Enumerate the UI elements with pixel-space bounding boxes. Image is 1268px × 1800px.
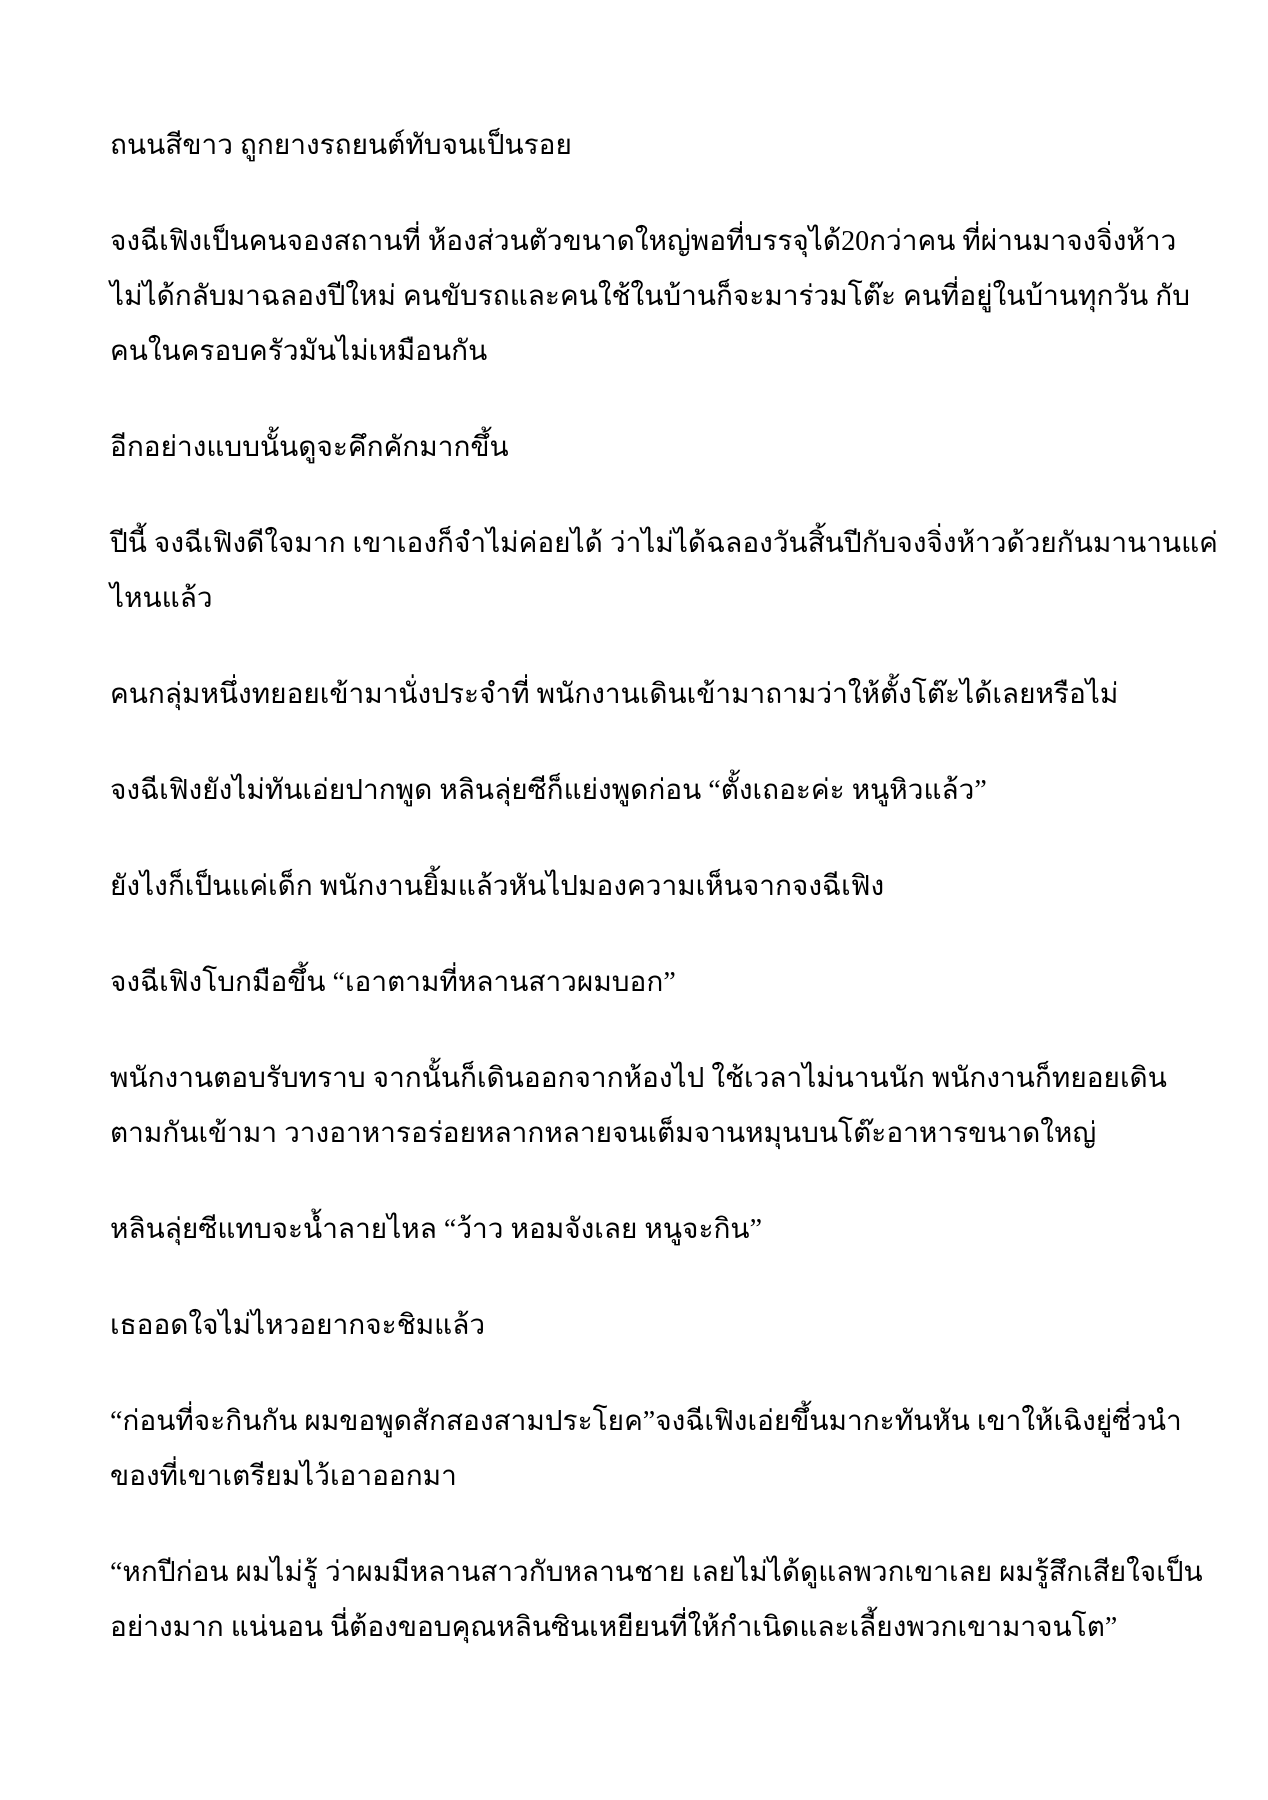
text-line: คนกลุ่มหนึ่งทยอยเข้ามานั่งประจำที่ พนักงานเดินเข้ามาถามว่าให้ตั้งโต๊ะได้เลยหรือไม่: [110, 679, 1119, 710]
text-line: ยังไงก็เป็นแค่เด็ก พนักงานยิ้มแล้วหันไปมองความเห็นจากจงฉีเฟิง: [110, 871, 885, 902]
text-line: ไหนแล้ว: [110, 583, 213, 614]
text-line: ถนนสีขาว ถูกยางรถยนต์ทับจนเป็นรอย: [110, 130, 572, 161]
text-line: “ก่อนที่จะกินกัน ผมขอพูดสักสองสามประโยค”จงฉีเฟิงเอ่ยขึ้นมากะทันหัน เขาให้เฉิงยู่ซี่วนำ: [110, 1406, 1182, 1437]
text-line: ปีนี้ จงฉีเฟิงดีใจมาก เขาเองก็จำไม่ค่อยได้ ว่าไม่ได้ฉลองวันสิ้นปีกับจงจิ่งห้าวด้วยกันมานานแค่: [110, 528, 1218, 559]
paragraph: [110, 955, 1170, 1010]
text-line: เธออดใจไม่ไหวอยากจะชิมแล้ว: [110, 1310, 486, 1341]
paragraph: [110, 1298, 1170, 1353]
text-line: ของที่เขาเตรียมไว้เอาออกมา: [110, 1461, 457, 1492]
text-line: จงฉีเฟิงโบกมือขึ้น “เอาตามที่หลานสาวผมบอก”: [110, 967, 676, 998]
text-line: จงฉีเฟิงเป็นคนจองสถานที่ ห้องส่วนตัวขนาดใหญ่พอที่บรรจุได้20กว่าคน ที่ผ่านมาจงจิ่งห้าว: [110, 226, 1177, 257]
paragraph: [110, 118, 1170, 173]
paragraph: [110, 1202, 1170, 1257]
text-line: หลินลุ่ยซีแทบจะน้ำลายไหล “ว้าว หอมจังเลย หนูจะกิน”: [110, 1214, 762, 1245]
text-line: “หกปีก่อน ผมไม่รู้ ว่าผมมีหลานสาวกับหลานชาย เลยไม่ได้ดูแลพวกเขาเลย ผมรู้สึกเสียใจเป็น: [110, 1557, 1203, 1588]
paragraph: [110, 214, 1191, 379]
paragraph: [110, 859, 1170, 914]
paragraph: [110, 763, 1170, 818]
paragraph: [110, 1051, 1170, 1161]
paragraph: [110, 1394, 1182, 1504]
text-line: คนในครอบครัวมันไม่เหมือนกัน: [110, 336, 488, 367]
text-line: ตามกันเข้ามา วางอาหารอร่อยหลากหลายจนเต็มจานหมุนบนโต๊ะอาหารขนาดใหญ่: [110, 1118, 1097, 1149]
document-page: [110, 118, 1218, 1696]
paragraph: [110, 420, 1170, 475]
text-line: อีกอย่างแบบนั้นดูจะคึกคักมากขึ้น: [110, 432, 509, 463]
paragraph: [110, 516, 1218, 626]
text-line: พนักงานตอบรับทราบ จากนั้นก็เดินออกจากห้องไป ใช้เวลาไม่นานนัก พนักงานก็ทยอยเดิน: [110, 1063, 1167, 1094]
text-line: อย่างมาก แน่นอน นี่ต้องขอบคุณหลินซินเหยียนที่ให้กำเนิดและเลี้ยงพวกเขามาจนโต”: [110, 1612, 1118, 1643]
text-line: จงฉีเฟิงยังไม่ทันเอ่ยปากพูด หลินลุ่ยซีก็แย่งพูดก่อน “ตั้งเถอะค่ะ หนูหิวแล้ว”: [110, 775, 987, 806]
paragraph: [110, 667, 1170, 722]
text-line: ไม่ได้กลับมาฉลองปีใหม่ คนขับรถและคนใช้ในบ้านก็จะมาร่วมโต๊ะ คนที่อยู่ในบ้านทุกวัน กับ: [110, 281, 1191, 312]
paragraph: [110, 1545, 1203, 1655]
